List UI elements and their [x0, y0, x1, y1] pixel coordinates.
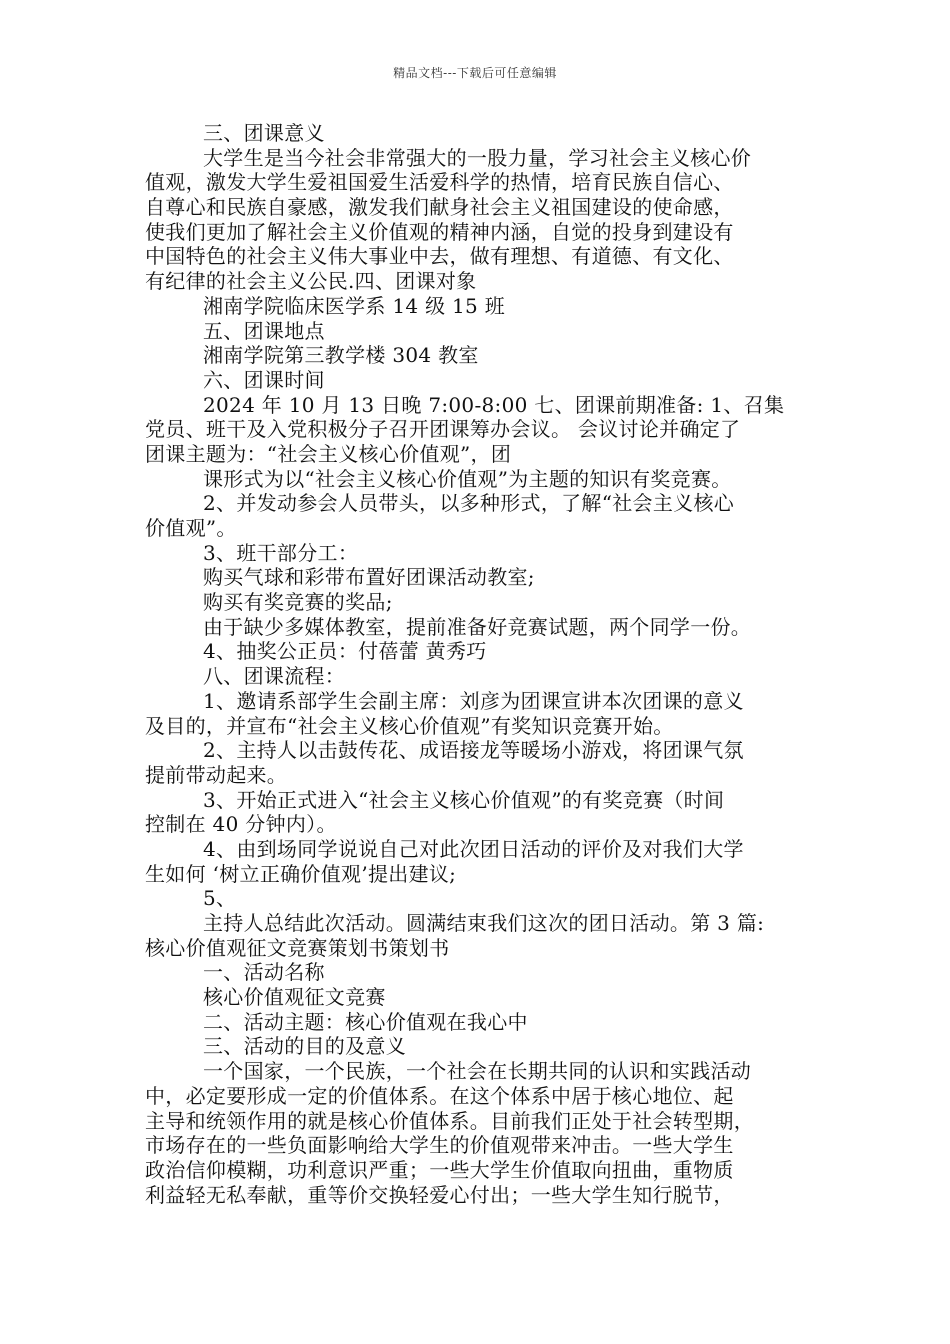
text-line: 大学生是当今社会非常强大的一股力量，学习社会主义核心价: [203, 145, 752, 170]
text-line: 五、团课地点: [203, 318, 325, 343]
text-line: 生如何 ‘树立正确价值观’提出建议;: [145, 861, 457, 886]
text-line: 中，必定要形成一定的价值体系。在这个体系中居于核心地位、起: [145, 1083, 734, 1108]
text-line: 提前带动起来。: [145, 762, 288, 787]
text-line: 中国特色的社会主义伟大事业中去，做有理想、有道德、有文化、: [145, 244, 734, 269]
text-line: 购买有奖竞赛的奖品;: [203, 590, 393, 615]
text-line: 党员、班干及入党积极分子召开团课筹办会议。 会议讨论并确定了: [145, 417, 741, 442]
text-line: 三、活动的目的及意义: [203, 1034, 406, 1059]
text-line: 二、活动主题：核心价值观在我心中: [203, 1009, 528, 1034]
text-line: 价值观”。: [145, 516, 237, 540]
text-line: 2、并发动参会人员带头，以多种形式，了解“社会主义核心: [203, 491, 735, 516]
text-line: 1、邀请系部学生会副主席：刘彦为团课宣讲本次团课的意义: [203, 688, 744, 713]
text-line: 湘南学院第三教学楼 304 教室: [203, 343, 479, 368]
page-header: 精品文档---下载后可任意编辑: [393, 66, 557, 80]
text-line: 自尊心和民族自豪感，激发我们献身社会主义祖国建设的使命感，: [145, 195, 734, 220]
text-line: 值观，激发大学生爱祖国爱生活爱科学的热情，培育民族自信心、: [145, 170, 734, 195]
text-line: 使我们更加了解社会主义价值观的精神内涵，自觉的投身到建设有: [145, 219, 734, 244]
text-line: 团课主题为：“社会主义核心价值观”，团: [145, 441, 512, 466]
text-line: 核心价值观征文竞赛: [203, 985, 386, 1010]
text-line: 核心价值观征文竞赛策划书策划书: [145, 935, 450, 960]
text-line: 5、: [203, 886, 237, 911]
text-line: 控制在 40 分钟内）。: [145, 812, 337, 837]
text-line: 六、团课时间: [203, 367, 325, 392]
text-line: 利益轻无私奉献，重等价交换轻爱心付出；一些大学生知行脱节，: [145, 1182, 734, 1207]
text-line: 三、团课意义: [203, 121, 325, 145]
text-line: 主导和统领作用的就是核心价值体系。目前我们正处于社会转型期，: [145, 1108, 754, 1133]
text-line: 及目的，并宣布“社会主义核心价值观”有奖知识竞赛开始。: [145, 713, 674, 738]
text-line: 湘南学院临床医学系 14 级 15 班: [203, 293, 506, 318]
text-line: 购买气球和彩带布置好团课活动教室;: [203, 565, 535, 590]
text-line: 4、抽奖公正员：付蓓蕾 黄秀巧: [203, 639, 487, 664]
document-body: [145, 121, 845, 1207]
text-line: 政治信仰模糊，功利意识严重；一些大学生价值取向扭曲，重物质: [145, 1157, 734, 1182]
text-line: 有纪律的社会主义公民.四、团课对象: [145, 269, 477, 294]
text-line: 2、主持人以击鼓传花、成语接龙等暖场小游戏，将团课气氛: [203, 738, 744, 763]
text-line: 4、由到场同学说说自己对此次团日活动的评价及对我们大学: [203, 836, 744, 861]
text-line: 3、班干部分工：: [203, 540, 359, 565]
text-line: 3、开始正式进入“社会主义核心价值观”的有奖竞赛（时间: [203, 787, 725, 812]
text-line: 一、活动名称: [203, 960, 325, 985]
text-line: 由于缺少多媒体教室，提前准备好竞赛试题，两个同学一份。: [203, 614, 752, 639]
text-line: 一个国家，一个民族，一个社会在长期共同的认识和实践活动: [203, 1059, 752, 1084]
text-line: 2024 年 10 月 13 日晚 7:00-8:00 七、团课前期准备: 1、召集: [203, 392, 785, 417]
text-line: 市场存在的一些负面影响给大学生的价值观带来冲击。一些大学生: [145, 1133, 734, 1158]
text-line: 主持人总结此次活动。圆满结束我们这次的团日活动。第 3 篇:: [203, 911, 765, 935]
text-line: 课形式为以“社会主义核心价值观”为主题的知识有奖竞赛。: [203, 466, 732, 491]
text-line: 八、团课流程：: [203, 664, 346, 689]
